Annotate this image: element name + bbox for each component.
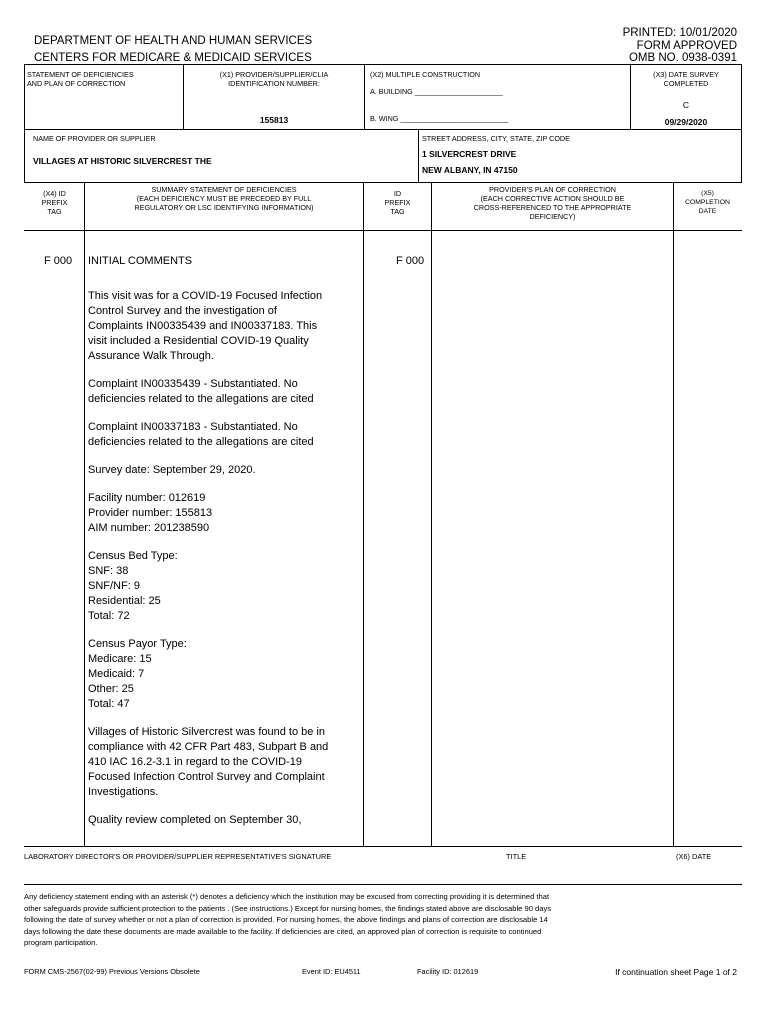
street-address: 1 SILVERCREST DRIVE [422,149,517,159]
wing-field: B. WING ___________________________ [370,114,509,123]
provider-number: 155813 [259,115,289,125]
tag-left: F 000 [44,255,73,267]
disclaimer: Any deficiency statement ending with an asterisk (*) denotes a deficiency which the institution may be excused from correcting providing it is determined that other safeguards provide sufficient protection to the patients . (See instructions.) Except for nursing homes, the findings stated above are disclosable 90 days following the date of survey whether or not a plan of correction is provided. For nursing homes, the above findings and plans of correction are disclosable 14 days following the date these documents are made available to the facility. If deficiencies are cited, an approved plan of correction is requisite to continued program participation. [24,892,552,947]
paragraph: Census Bed Type: SNF: 38 SNF/NF: 9 Residential: 25 Total: 72 [88,550,178,622]
paragraph: Census Payor Type: Medicare: 15 Medicaid: 7 Other: 25 Total: 47 [88,638,187,710]
paragraph: Facility number: 012619 Provider number: 155813 AIM number: 201238590 [88,492,213,534]
event-id: Event ID: EU4511 [302,967,361,976]
paragraph: Complaint IN00337183 - Substantiated. No deficiencies related to the allegations are cited [88,421,314,448]
provider-name: VILLAGES AT HISTORIC SILVERCREST THE [33,156,212,166]
signature-label: LABORATORY DIRECTOR'S OR PROVIDER/SUPPLIER REPRESENTATIVE'S SIGNATURE [24,852,332,861]
form-approved: FORM APPROVED [636,40,737,52]
continuation-sheet: If continuation sheet Page 1 of 2 [615,967,737,977]
provider-name-label: NAME OF PROVIDER OR SUPPLIER [33,134,156,143]
x3-code: C [682,100,690,110]
paragraph: Villages of Historic Silvercrest was found to be in compliance with 42 CFR Part 483, Subpart B and 410 IAC 16.2-3.1 in regard to the COVID-19 Focused Infection Control Survey and Complaint Investigations. [88,726,329,798]
paragraph: Survey date: September 29, 2020. [88,464,256,476]
address-label: STREET ADDRESS, CITY, STATE, ZIP CODE [422,134,570,143]
centers-title: CENTERS FOR MEDICARE & MEDICAID SERVICES [34,52,312,64]
paragraph: Complaint IN00335439 - Substantiated. No deficiencies related to the allegations are cited [88,378,314,405]
x5-header: (X5) COMPLETION DATE [685,190,730,215]
x6-date-label: (X6) DATE [676,852,712,861]
department-title: DEPARTMENT OF HEALTH AND HUMAN SERVICES [34,35,313,47]
entry-body [88,289,360,841]
printed-date: PRINTED: 10/01/2020 [622,27,737,39]
building-field: A. BUILDING ______________________ [370,87,503,96]
city-state-zip: NEW ALBANY, IN 47150 [422,165,518,175]
x4-header: (X4) ID PREFIX TAG [41,189,68,216]
paragraph: Quality review completed on September 30, [88,814,302,826]
title-label: TITLE [506,852,527,861]
summary-header: SUMMARY STATEMENT OF DEFICIENCIES (EACH DEFICIENCY MUST BE PRECEDED BY FULL REGULATORY OR LSC IDENTIFYING INFORMATION) [134,185,314,212]
plan-header: PROVIDER'S PLAN OF CORRECTION (EACH CORRECTIVE ACTION SHOULD BE CROSS-REFERENCED TO THE APPROPRIATE DEFICIENCY) [473,185,632,221]
statement-label: STATEMENT OF DEFICIENCIES AND PLAN OF CORRECTION [27,70,134,88]
entry-title: INITIAL COMMENTS [88,255,193,267]
survey-date: 09/29/2020 [664,117,708,127]
id-header: ID PREFIX TAG [384,189,411,216]
omb-number: OMB NO. 0938-0391 [628,52,737,64]
paragraph: This visit was for a COVID-19 Focused Infection Control Survey and the investigation of Complaints IN00335439 and IN00337183. This visit included a Residential COVID-19 Quality Assurance Walk Through. [88,290,323,362]
x2-label: (X2) MULTIPLE CONSTRUCTION [370,70,481,79]
x3-label: (X3) DATE SURVEY COMPLETED [653,70,719,88]
x1-label: (X1) PROVIDER/SUPPLIER/CLIA IDENTIFICATION NUMBER: [219,70,329,88]
tag-right: F 000 [396,255,425,267]
form-number: FORM CMS-2567(02-99) Previous Versions Obsolete [24,967,200,976]
facility-id: Facility ID: 012619 [417,967,479,976]
